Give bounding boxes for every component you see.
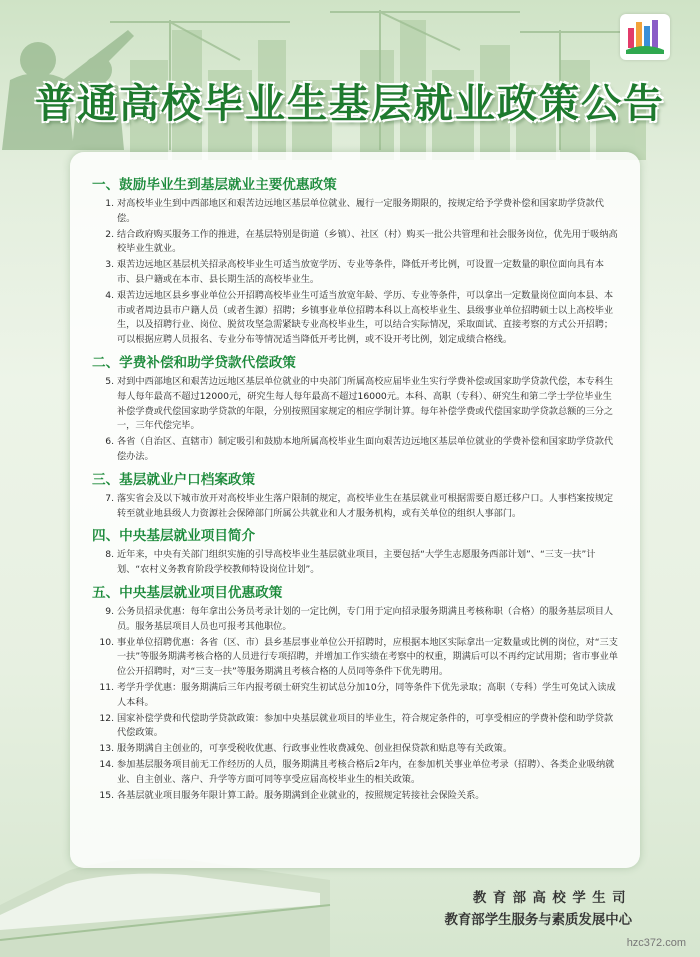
item-text: 对到中西部地区和艰苦边远地区基层单位就业的中央部门所属高校应届毕业生实行学费补偿或国家助学贷款代偿，本专科生每人每年最高不超过12000元，研究生每人每年最高不超过16000元。本科、高职（专科）、研究生和第二学士学位毕业生补偿学费或代偿国家助学贷款的年限，分别按照国家规定的相应学制计算。每年补偿学费或代偿国家助学贷款总额的三分之一，三年代偿完毕。 <box>117 375 614 432</box>
item-number: 11. <box>99 681 114 693</box>
item-number: 14. <box>99 758 114 770</box>
list-item <box>92 636 620 680</box>
list-item <box>92 548 620 578</box>
item-number: 13. <box>99 743 114 755</box>
item-text: 考学升学优惠：服务期满后三年内报考硕士研究生初试总分加10分，同等条件下优先录取；高职（专科）学生可免试入读成人本科。 <box>117 681 616 708</box>
item-number: 12. <box>99 712 114 724</box>
list-item <box>92 228 620 258</box>
item-number: 15. <box>99 789 114 801</box>
section-3 <box>92 471 620 522</box>
list-item <box>92 375 620 434</box>
list-item <box>92 289 620 348</box>
item-text: 各基层就业项目服务年限计算工龄。服务期满到企业就业的，按照规定转接社会保险关系。 <box>117 789 485 801</box>
logo-icon <box>620 14 670 60</box>
item-number: 9. <box>105 605 114 617</box>
item-number: 1. <box>105 198 114 209</box>
item-text: 落实省会及以下城市放开对高校毕业生落户限制的规定，高校毕业生在基层就业可根据需要自愿迁移户口。人事档案按规定转至就业地县级人力资源社会保障部门所属公共就业和人才服务机构，或有关单位的组织人事部门。 <box>117 492 614 519</box>
section-1 <box>92 176 620 348</box>
item-number: 6. <box>105 436 114 448</box>
item-text: 艰苦边远地区县乡事业单位公开招聘高校毕业生可适当放宽年龄、学历、专业等条件，可以拿出一定数量岗位面向本县、本市或者周边县市户籍人员（或者生源）招聘；乡镇事业单位招聘本科以上高校毕业生、县级事业单位招聘硕士以上高校毕业生，以及招聘行业、岗位、脱贫攻坚急需紧缺专业高校毕业生，可以结合实际情况，采取面试、直接考察的方式公开招聘；可以根据应聘人员报名、专业分布等情况适当降低开考比例，或不设开考比例，划定成绩合格线。 <box>117 289 614 346</box>
list-item <box>92 197 620 227</box>
section-title: 二、学费补偿和助学贷款代偿政策 <box>92 354 296 371</box>
policy-content <box>92 176 620 809</box>
section-title: 三、基层就业户口档案政策 <box>92 471 256 488</box>
item-text: 公务员招录优惠：每年拿出公务员考录计划的一定比例，专门用于定向招录服务期满且考核称职（合格）的服务基层项目人员。服务基层项目人员也可报考其他职位。 <box>117 605 614 632</box>
item-text: 事业单位招聘优惠：各省（区、市）县乡基层事业单位公开招聘时，应根据本地区实际拿出一定数量或比例的岗位，对“三支一扶”等服务期满考核合格的人员进行专项招聘，并增加工作实绩在考察中的权重，期满后可以不再约定试用期；省市事业单位公开招聘时，对“三支一扶”等服务期满且考核合格的人员同等条件下优先聘用。 <box>117 636 618 678</box>
section-title: 四、中央基层就业项目简介 <box>92 528 256 545</box>
section-title: 一、鼓励毕业生到基层就业主要优惠政策 <box>92 177 337 193</box>
issuer-signature <box>445 888 632 932</box>
watermark-text: hzc372.com <box>626 937 686 949</box>
item-number: 4. <box>105 289 114 301</box>
item-text: 艰苦边远地区基层机关招录高校毕业生可适当放宽学历、专业等条件，降低开考比例，可设置一定数量的职位面向具有本市、县户籍或在本市、县长期生活的高校毕业生。 <box>117 259 604 285</box>
item-text: 参加基层服务项目前无工作经历的人员，服务期满且考核合格后2年内，在参加机关事业单位考录（招聘）、各类企业吸纳就业、自主创业、落户、升学等方面可同等享受应届高校毕业生的相关政策。 <box>117 758 615 785</box>
issuer-line-2: 教育部学生服务与素质发展中心 <box>444 913 632 928</box>
item-text: 各省（自治区、直辖市）制定吸引和鼓励本地所属高校毕业生面向艰苦边远地区基层单位就业的学费补偿和国家助学贷款代偿办法。 <box>117 436 614 462</box>
list-item <box>92 712 620 742</box>
list-item <box>92 258 620 288</box>
section-5 <box>92 584 620 803</box>
list-item <box>92 789 620 804</box>
item-text: 国家补偿学费和代偿助学贷款政策：参加中央基层就业项目的毕业生，符合规定条件的，可享受相应的学费补偿和助学贷款代偿政策。 <box>117 712 614 739</box>
item-number: 3. <box>105 259 114 271</box>
list-item <box>92 605 620 635</box>
issuer-line-1: 教育部高校学生司 <box>472 891 632 906</box>
section-2 <box>92 354 620 465</box>
list-item <box>92 492 620 522</box>
list-item <box>92 742 620 757</box>
list-item <box>92 758 620 788</box>
item-number: 10. <box>99 636 114 648</box>
section-4 <box>92 527 620 578</box>
item-text: 对高校毕业生到中西部地区和艰苦边远地区基层单位就业、履行一定服务期限的，按规定给予学费补偿和国家助学贷款代偿。 <box>117 198 604 224</box>
item-number: 2. <box>105 228 114 240</box>
item-text: 结合政府购买服务工作的推进，在基层特别是街道（乡镇）、社区（村）购买一批公共管理和社会服务岗位，优先用于吸纳高校毕业生就业。 <box>117 228 618 255</box>
page-title: 普通高校毕业生基层就业政策公告 <box>35 80 665 127</box>
item-number: 7. <box>105 492 114 504</box>
item-number: 5. <box>105 375 114 387</box>
list-item <box>92 681 620 711</box>
item-number: 8. <box>105 549 114 561</box>
list-item <box>92 435 620 465</box>
section-title: 五、中央基层就业项目优惠政策 <box>92 584 283 601</box>
item-text: 服务期满自主创业的，可享受税收优惠、行政事业性收费减免、创业担保贷款和贴息等有关政策。 <box>117 743 513 755</box>
item-text: 近年来，中央有关部门组织实施的引导高校毕业生基层就业项目，主要包括“大学生志愿服务西部计划”、“三支一扶”计划、“农村义务教育阶段学校教师特设岗位计划”。 <box>117 549 596 576</box>
